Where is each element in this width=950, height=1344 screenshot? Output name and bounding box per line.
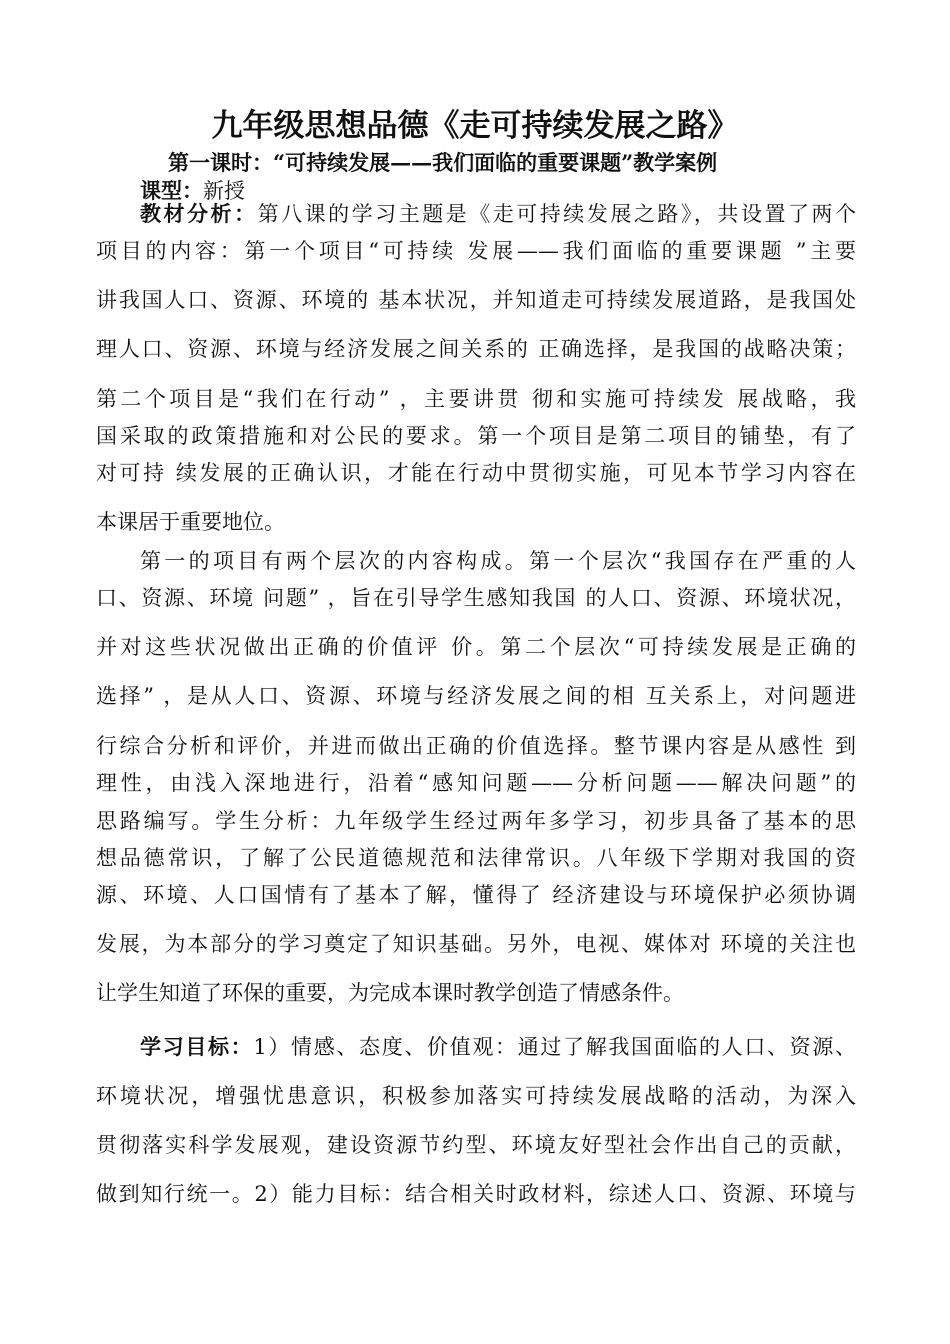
paragraph-line: 讲我国人口、资源、环境的 基本状况，并知道走可持续发展道路，是我国处 [96,288,856,312]
paragraph-line: 项目的内容：第一个项目“可持续 发展——我们面临的重要课题 ”主要 [96,239,856,263]
paragraph-line: 教材分析：第八课的学习主题是《走可持续发展之路》，共设置了两个 [140,201,857,226]
paragraph-line: 并对这些状况做出正确的价值评 价。第二个层次“可持续发展是正确的 [96,635,856,659]
paragraph-line: 国采取的政策措施和对公民的要求。第一个项目是第二项目的铺垫，有了 [96,424,856,448]
paragraph-line: 贯彻落实科学发展观，建设资源节约型、环境友好型社会作出自己的贡献， [96,1133,856,1157]
paragraph-line: 理性，由浅入深地进行，沿着“感知问题——分析问题——解决问题”的 [96,771,856,795]
section-label-learning-goals: 学习目标： [140,1034,254,1059]
paragraph-line: 对可持 续发展的正确认识，才能在行动中贯彻实施，可见本节学习内容在 [96,461,856,485]
paragraph-line: 第二个项目是“我们在行动” ，主要讲贯 彻和实施可持续发 展战略，我 [96,387,856,411]
paragraph-line: 理人口、资源、环境与经济发展之间关系的 正确选择，是我国的战略决策； [96,337,856,361]
paragraph-line: 学习目标：1）情感、态度、价值观：通过了解我国面临的人口、资源、 [140,1034,857,1059]
paragraph-line: 环境状况，增强忧患意识，积极参加落实可持续发展战略的活动，为深入 [96,1084,856,1108]
section-label-textbook-analysis: 教材分析： [140,201,258,226]
paragraph-line: 行综合分析和评价，并进而做出正确的价值选择。整节课内容是从感性 到 [96,734,856,758]
paragraph-line: 选择” ，是从人口、资源、环境与经济发展之间的相 互关系上，对问题进 [96,684,856,708]
paragraph-line: 第一的项目有两个层次的内容构成。第一个层次“我国存在严重的人 [140,549,856,573]
paragraph-line: 本课居于重要地位。 [96,510,285,534]
document-title: 九年级思想品德《走可持续发展之路》 [211,108,739,144]
paragraph-line: 让学生知道了环保的重要，为完成本课时教学创造了情感条件。 [96,981,684,1005]
paragraph-line: 源、环境、人口国情有了基本了解，懂得了 经济建设与环境保护必须协调 [96,883,856,907]
paragraph-line: 做到知行统一。2）能力目标：结合相关时政材料，综述人口、资源、环境与 [96,1182,856,1206]
lesson-subtitle: 第一课时：“可持续发展——我们面临的重要课题”教学案例 [168,150,718,175]
paragraph-line: 思路编写。学生分析：九年级学生经过两年多学习，初步具备了基本的思 [96,809,856,833]
lesson-type-label: 课型： [140,178,203,203]
paragraph-line: 发展，为本部分的学习奠定了知识基础。另外，电视、媒体对 环境的关注也 [96,932,856,956]
lesson-type-value: 新授 [203,179,245,203]
paragraph-line: 口、资源、环境 问题” ，旨在引导学生感知我国 的人口、资源、环境状况， [96,586,856,610]
paragraph-line: 想品德常识，了解了公民道德规范和法律常识。八年级下学期对我国的资 [96,846,856,870]
